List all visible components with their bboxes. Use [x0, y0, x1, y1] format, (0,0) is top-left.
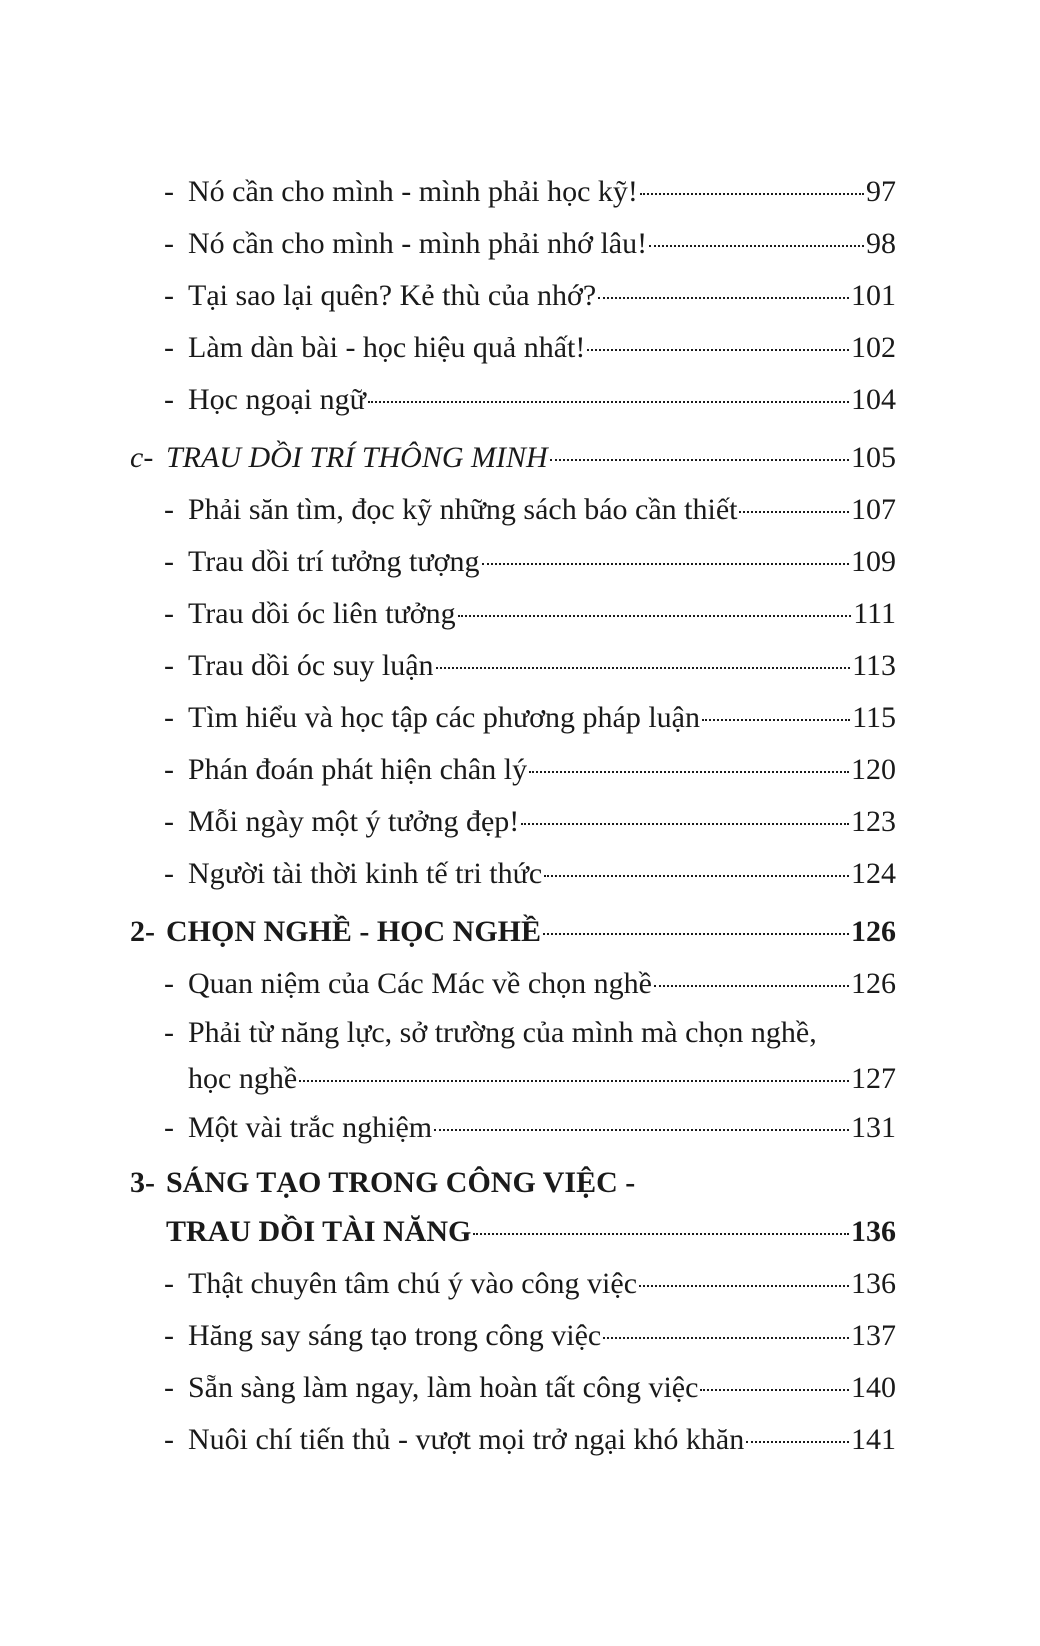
- dot-leader: [482, 563, 850, 565]
- toc-entry-title: Mỗi ngày một ý tưởng đẹp!: [188, 805, 520, 838]
- toc-section-number: 3-: [130, 1166, 155, 1199]
- toc-page-number: 101: [851, 279, 896, 312]
- toc-entry-title: Trau dồi óc liên tưởng: [188, 597, 456, 630]
- dot-leader: [639, 1285, 849, 1287]
- dot-leader: [587, 349, 849, 351]
- toc-entry: [130, 322, 896, 374]
- toc-marker: -: [164, 805, 174, 838]
- dot-leader: [368, 401, 849, 403]
- dot-leader: [458, 615, 852, 617]
- toc-entry-title: Thật chuyên tâm chú ý vào công việc: [188, 1267, 638, 1300]
- toc-page-number: 104: [851, 383, 896, 416]
- toc-entry-title: Trau dồi óc suy luận: [188, 649, 434, 682]
- toc-page-number: 102: [851, 331, 896, 364]
- toc-page-number: 126: [851, 915, 896, 948]
- dot-leader: [299, 1080, 849, 1082]
- toc-page-number: 120: [851, 753, 896, 786]
- toc-entry-title: Phán đoán phát hiện chân lý: [188, 753, 528, 786]
- dot-leader: [649, 245, 864, 247]
- toc-entry: [130, 640, 896, 692]
- table-of-contents: [130, 166, 896, 1466]
- toc-entry: [130, 1414, 896, 1466]
- toc-marker: -: [164, 1111, 174, 1144]
- toc-page-number: 123: [851, 805, 896, 838]
- toc-entry: [130, 374, 896, 426]
- toc-page-number: 136: [851, 1215, 896, 1248]
- toc-marker: -: [164, 279, 174, 312]
- toc-entry: [130, 270, 896, 322]
- toc-page-number: 136: [851, 1267, 896, 1300]
- toc-marker: -: [164, 1016, 174, 1049]
- toc-section-heading: [130, 432, 896, 484]
- toc-section-title: CHỌN NGHỀ - HỌC NGHỀ: [166, 915, 542, 948]
- toc-page-number: 126: [851, 967, 896, 1000]
- toc-page-number: 107: [851, 493, 896, 526]
- dot-leader: [598, 297, 849, 299]
- dot-leader: [543, 933, 849, 935]
- toc-marker: -: [164, 649, 174, 682]
- toc-page-number: 109: [851, 545, 896, 578]
- toc-page-number: 137: [851, 1319, 896, 1352]
- toc-marker: -: [164, 1319, 174, 1352]
- toc-entry: [130, 796, 896, 848]
- toc-marker: -: [164, 175, 174, 208]
- toc-page-number: 115: [852, 701, 896, 734]
- dot-leader: [654, 985, 849, 987]
- toc-page-number: 111: [853, 597, 896, 630]
- toc-entry-title: Học ngoại ngữ: [188, 383, 366, 416]
- toc-entry-title: Nó cần cho mình - mình phải nhớ lâu!: [188, 227, 648, 260]
- toc-marker: -: [164, 967, 174, 1000]
- toc-entry: [130, 1258, 896, 1310]
- dot-leader: [434, 1129, 849, 1131]
- dot-leader: [544, 875, 849, 877]
- dot-leader: [521, 823, 849, 825]
- dot-leader: [473, 1233, 849, 1235]
- toc-entry: [130, 958, 896, 1010]
- toc-section-title: SÁNG TẠO TRONG CÔNG VIỆC -: [166, 1166, 636, 1199]
- toc-entry-title: Làm dàn bài - học hiệu quả nhất!: [188, 331, 586, 364]
- toc-section-title: TRAU DỒI TRÍ THÔNG MINH: [166, 441, 548, 474]
- toc-marker: -: [164, 1423, 174, 1456]
- dot-leader: [603, 1337, 849, 1339]
- toc-marker: -: [164, 1267, 174, 1300]
- dot-leader: [700, 1389, 849, 1391]
- toc-entry: [130, 536, 896, 588]
- toc-marker: -: [164, 701, 174, 734]
- toc-page-number: 105: [851, 441, 896, 474]
- toc-section-heading: [130, 906, 896, 958]
- toc-entry: [130, 1362, 896, 1414]
- dot-leader: [739, 511, 849, 513]
- toc-section-number: c-: [130, 441, 154, 474]
- dot-leader: [640, 193, 864, 195]
- toc-entry-title: Trau dồi trí tưởng tượng: [188, 545, 480, 578]
- toc-section-number: 2-: [130, 915, 155, 948]
- toc-entry-title: Tại sao lại quên? Kẻ thù của nhớ?: [188, 279, 597, 312]
- toc-entry-title: Một vài trắc nghiệm: [188, 1111, 433, 1144]
- toc-entry: [130, 1010, 896, 1056]
- dot-leader: [550, 459, 849, 461]
- toc-marker: -: [164, 545, 174, 578]
- toc-entry-title: Quan niệm của Các Mác về chọn nghề: [188, 967, 652, 1000]
- toc-entry: [130, 484, 896, 536]
- toc-section-heading-continuation: [130, 1206, 896, 1258]
- toc-marker: -: [164, 493, 174, 526]
- toc-page-number: 98: [866, 227, 896, 260]
- toc-entry: [130, 166, 896, 218]
- toc-page-number: 141: [851, 1423, 896, 1456]
- toc-entry-title: Nuôi chí tiến thủ - vượt mọi trở ngại khó khăn: [188, 1423, 745, 1456]
- toc-page-number: 124: [851, 857, 896, 890]
- toc-marker: -: [164, 1371, 174, 1404]
- toc-entry-title: Hăng say sáng tạo trong công việc: [188, 1319, 602, 1352]
- toc-entry-title: Phải săn tìm, đọc kỹ những sách báo cần thiết: [188, 493, 738, 526]
- dot-leader: [436, 667, 851, 669]
- toc-entry-continuation: [130, 1056, 896, 1102]
- toc-section-title-continued: TRAU DỒI TÀI NĂNG: [166, 1215, 472, 1248]
- toc-entry-title: Người tài thời kinh tế tri thức: [188, 857, 543, 890]
- toc-entry: [130, 848, 896, 900]
- toc-entry-title: Sẵn sàng làm ngay, làm hoàn tất công việc: [188, 1371, 699, 1404]
- dot-leader: [702, 719, 850, 721]
- toc-entry: [130, 218, 896, 270]
- toc-entry: [130, 1310, 896, 1362]
- toc-entry-title-continued: học nghề: [188, 1062, 298, 1095]
- toc-marker: -: [164, 597, 174, 630]
- toc-page-number: 113: [852, 649, 896, 682]
- toc-entry-title: Nó cần cho mình - mình phải học kỹ!: [188, 175, 638, 208]
- toc-marker: -: [164, 857, 174, 890]
- dot-leader: [529, 771, 849, 773]
- toc-marker: -: [164, 227, 174, 260]
- toc-entry: [130, 588, 896, 640]
- dot-leader: [746, 1441, 849, 1443]
- toc-marker: -: [164, 383, 174, 416]
- toc-marker: -: [164, 753, 174, 786]
- toc-section-heading: [130, 1160, 896, 1206]
- toc-page-number: 131: [851, 1111, 896, 1144]
- toc-page-number: 127: [851, 1062, 896, 1095]
- toc-entry: [130, 1102, 896, 1154]
- toc-page-number: 97: [866, 175, 896, 208]
- toc-entry-title: Phải từ năng lực, sở trường của mình mà chọn nghề,: [188, 1016, 817, 1049]
- toc-entry: [130, 692, 896, 744]
- toc-entry: [130, 744, 896, 796]
- toc-entry-title: Tìm hiểu và học tập các phương pháp luận: [188, 701, 700, 734]
- toc-marker: -: [164, 331, 174, 364]
- toc-page-number: 140: [851, 1371, 896, 1404]
